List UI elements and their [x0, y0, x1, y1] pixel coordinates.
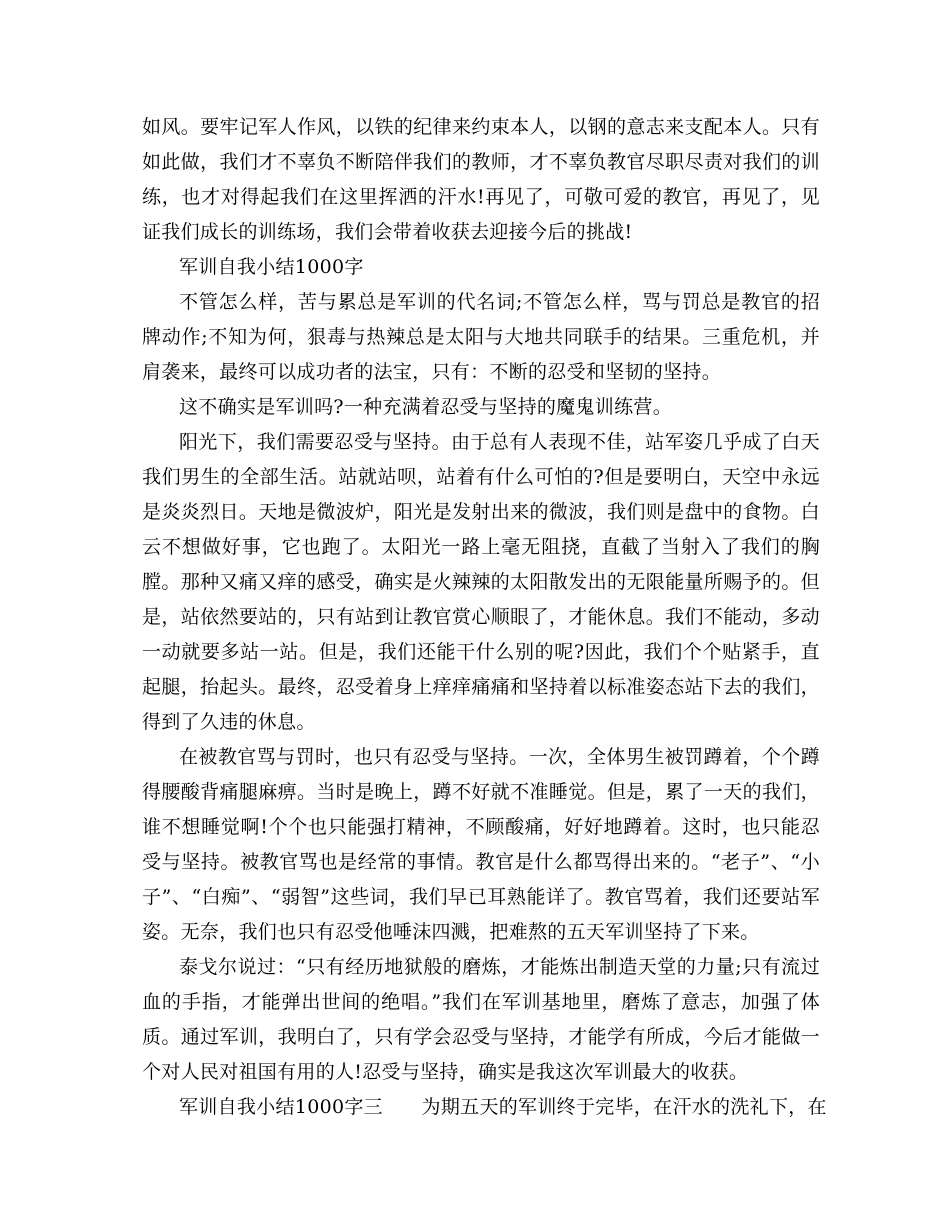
paragraph-4: 阳光下，我们需要忍受与坚持。由于总有人表现不佳，站军姿几乎成了白天我们男生的全部生活。站就站呗，站着有什么可怕的?但是要明白，天空中永远是炎炎烈日。天地是微波炉，阳光是发射出来的微波，我们则是盘中的食物。白云不想做好事，它也跑了。太阳光一路上毫无阻挠，直截了当射入了我们的胸膛。那种又痛又痒的感受，确实是火辣辣的太阳散发出的无限能量所赐予的。但是，站依然要站的，只有站到让教官赏心顺眼了，才能休息。我们不能动，多动一动就要多站一站。但是，我们还能干什么别的呢?因此，我们个个贴紧手，直起腿，抬起头。最终，忍受着身上痒痒痛痛和坚持着以标准姿态站下去的我们，得到了久违的休息。 — [142, 431, 820, 733]
paragraph-6: 泰戈尔说过：“只有经历地狱般的磨炼，才能炼出制造天堂的力量;只有流过血的手指，才能弹出世间的绝唱。”我们在军训基地里，磨炼了意志，加强了体质。通过军训，我明白了，只有学会忍受与坚持，才能学有所成，今后才能做一个对人民对祖国有用的人!忍受与坚持，确实是我这次军训最大的收获。 — [142, 956, 820, 1083]
paragraph-7: 军训自我小结1000字三 为期五天的军训终于完毕，在汗水的洗礼下，在 — [179, 1096, 827, 1118]
paragraph-5: 在被教官骂与罚时，也只有忍受与坚持。一次，全体男生被罚蹲着，个个蹲得腰酸背痛腿麻痹。当时是晚上，蹲不好就不准睡觉。但是，累了一天的我们，谁不想睡觉啊!个个也只能强打精神，不顾酸痛，好好地蹲着。这时，也只能忍受与坚持。被教官骂也是经常的事情。教官是什么都骂得出来的。“老子”、“小子”、“白痴”、“弱智”这些词，我们早已耳熟能详了。教官骂着，我们还要站军姿。无奈，我们也只有忍受他唾沫四溅，把难熬的五天军训坚持了下来。 — [142, 746, 820, 943]
paragraph-1: 如风。要牢记军人作风，以铁的纪律来约束本人，以钢的意志来支配本人。只有如此做，我们才不辜负不断陪伴我们的教师，才不辜负教官尽职尽责对我们的训练，也才对得起我们在这里挥洒的汗水!再见了，可敬可爱的教官，再见了，见证我们成长的训练场，我们会带着收获去迎接今后的挑战! — [142, 116, 820, 243]
section-heading: 军训自我小结1000字 — [179, 256, 364, 278]
document-body — [142, 110, 827, 1125]
paragraph-3: 这不确实是军训吗?一种充满着忍受与坚持的魔鬼训练营。 — [179, 396, 672, 418]
paragraph-2: 不管怎么样，苦与累总是军训的代名词;不管怎么样，骂与罚总是教官的招牌动作;不知为何，狠毒与热辣总是太阳与大地共同联手的结果。三重危机，并肩袭来，最终可以成功者的法宝，只有：不断的忍受和坚韧的坚持。 — [142, 291, 820, 383]
